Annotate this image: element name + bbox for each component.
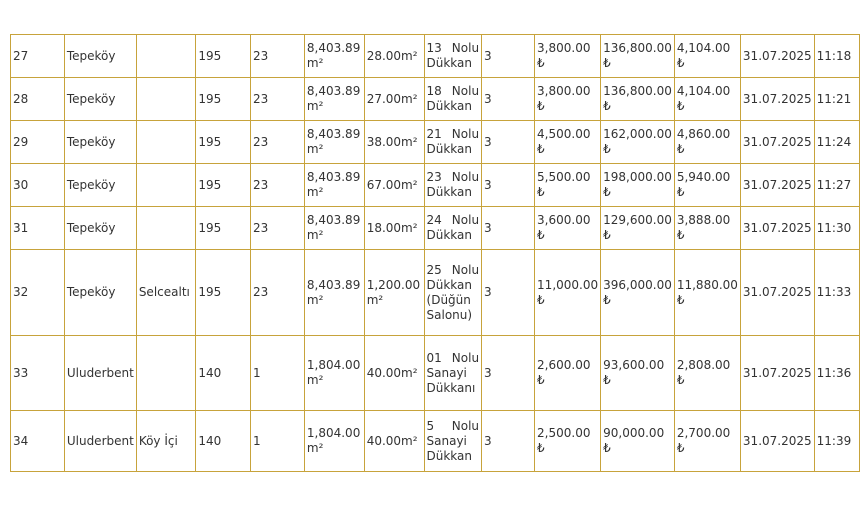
cell-ada: 195 <box>196 78 251 121</box>
cell-mahalle: Uluderbent <box>64 411 136 472</box>
cell-alan: 8,403.89 m² <box>304 250 364 336</box>
cell-saat: 11:36 <box>814 336 859 411</box>
cell-sure: 3 <box>482 411 535 472</box>
cell-mahalle: Tepeköy <box>64 121 136 164</box>
cell-mevki <box>136 336 196 411</box>
table-row <box>11 411 860 472</box>
cell-hisse: 40.00m² <box>364 336 424 411</box>
cell-hisse: 40.00m² <box>364 411 424 472</box>
table-row <box>11 35 860 78</box>
cell-birim: 2,500.00 ₺ <box>535 411 601 472</box>
cell-tarih: 31.07.2025 <box>740 121 814 164</box>
table-row <box>11 207 860 250</box>
cell-no: 27 <box>11 35 65 78</box>
cell-saat: 11:27 <box>814 164 859 207</box>
cell-hisse: 38.00m² <box>364 121 424 164</box>
cell-sure: 3 <box>482 250 535 336</box>
cell-tarih: 31.07.2025 <box>740 78 814 121</box>
cell-toplam: 136,800.00 ₺ <box>601 35 675 78</box>
cell-alan: 1,804.00 m² <box>304 336 364 411</box>
cell-saat: 11:18 <box>814 35 859 78</box>
cell-sure: 3 <box>482 121 535 164</box>
cell-mevki <box>136 121 196 164</box>
cell-parsel: 23 <box>251 164 305 207</box>
cell-hisse: 27.00m² <box>364 78 424 121</box>
cell-nitelik: 18 Nolu Dükkan <box>424 78 482 121</box>
cell-teminat: 2,808.00 ₺ <box>674 336 740 411</box>
cell-ada: 140 <box>196 411 251 472</box>
cell-parsel: 1 <box>251 336 305 411</box>
cell-mevki <box>136 78 196 121</box>
cell-alan: 1,804.00 m² <box>304 411 364 472</box>
cell-nitelik: 5 Nolu Sanayi Dükkan <box>424 411 482 472</box>
cell-saat: 11:30 <box>814 207 859 250</box>
cell-parsel: 23 <box>251 250 305 336</box>
cell-mahalle: Tepeköy <box>64 250 136 336</box>
cell-birim: 4,500.00 ₺ <box>535 121 601 164</box>
cell-sure: 3 <box>482 336 535 411</box>
cell-tarih: 31.07.2025 <box>740 35 814 78</box>
table-row <box>11 336 860 411</box>
cell-mevki: Köy İçi <box>136 411 196 472</box>
cell-birim: 5,500.00 ₺ <box>535 164 601 207</box>
cell-toplam: 90,000.00 ₺ <box>601 411 675 472</box>
table-row <box>11 78 860 121</box>
cell-nitelik: 25 Nolu Dükkan (Düğün Salonu) <box>424 250 482 336</box>
cell-teminat: 5,940.00 ₺ <box>674 164 740 207</box>
cell-parsel: 23 <box>251 35 305 78</box>
cell-birim: 3,600.00 ₺ <box>535 207 601 250</box>
cell-ada: 195 <box>196 207 251 250</box>
cell-ada: 195 <box>196 121 251 164</box>
cell-mevki: Selcealtı <box>136 250 196 336</box>
cell-birim: 11,000.00 ₺ <box>535 250 601 336</box>
cell-sure: 3 <box>482 164 535 207</box>
cell-hisse: 1,200.00 m² <box>364 250 424 336</box>
auction-table <box>10 34 860 472</box>
table-row <box>11 121 860 164</box>
cell-saat: 11:21 <box>814 78 859 121</box>
cell-tarih: 31.07.2025 <box>740 250 814 336</box>
cell-parsel: 23 <box>251 121 305 164</box>
cell-birim: 3,800.00 ₺ <box>535 78 601 121</box>
cell-nitelik: 24 Nolu Dükkan <box>424 207 482 250</box>
cell-toplam: 162,000.00 ₺ <box>601 121 675 164</box>
cell-no: 33 <box>11 336 65 411</box>
cell-nitelik: 01 Nolu Sanayi Dükkanı <box>424 336 482 411</box>
cell-toplam: 136,800.00 ₺ <box>601 78 675 121</box>
cell-teminat: 11,880.00 ₺ <box>674 250 740 336</box>
cell-mahalle: Tepeköy <box>64 164 136 207</box>
cell-parsel: 23 <box>251 207 305 250</box>
cell-nitelik: 23 Nolu Dükkan <box>424 164 482 207</box>
cell-parsel: 1 <box>251 411 305 472</box>
cell-teminat: 4,860.00 ₺ <box>674 121 740 164</box>
cell-teminat: 2,700.00 ₺ <box>674 411 740 472</box>
cell-alan: 8,403.89 m² <box>304 35 364 78</box>
cell-ada: 195 <box>196 250 251 336</box>
cell-alan: 8,403.89 m² <box>304 121 364 164</box>
cell-tarih: 31.07.2025 <box>740 411 814 472</box>
cell-toplam: 396,000.00 ₺ <box>601 250 675 336</box>
cell-saat: 11:39 <box>814 411 859 472</box>
table-row <box>11 250 860 336</box>
cell-saat: 11:33 <box>814 250 859 336</box>
cell-nitelik: 21 Nolu Dükkan <box>424 121 482 164</box>
cell-toplam: 198,000.00 ₺ <box>601 164 675 207</box>
cell-alan: 8,403.89 m² <box>304 207 364 250</box>
cell-hisse: 18.00m² <box>364 207 424 250</box>
cell-no: 29 <box>11 121 65 164</box>
cell-parsel: 23 <box>251 78 305 121</box>
cell-no: 32 <box>11 250 65 336</box>
cell-no: 31 <box>11 207 65 250</box>
cell-saat: 11:24 <box>814 121 859 164</box>
table-row <box>11 164 860 207</box>
cell-birim: 3,800.00 ₺ <box>535 35 601 78</box>
cell-mevki <box>136 35 196 78</box>
cell-ada: 195 <box>196 164 251 207</box>
cell-teminat: 4,104.00 ₺ <box>674 35 740 78</box>
cell-toplam: 129,600.00 ₺ <box>601 207 675 250</box>
cell-sure: 3 <box>482 207 535 250</box>
cell-teminat: 3,888.00 ₺ <box>674 207 740 250</box>
cell-tarih: 31.07.2025 <box>740 164 814 207</box>
cell-alan: 8,403.89 m² <box>304 164 364 207</box>
cell-hisse: 28.00m² <box>364 35 424 78</box>
auction-table-body <box>11 35 860 472</box>
cell-tarih: 31.07.2025 <box>740 336 814 411</box>
cell-teminat: 4,104.00 ₺ <box>674 78 740 121</box>
cell-alan: 8,403.89 m² <box>304 78 364 121</box>
cell-mahalle: Uluderbent <box>64 336 136 411</box>
cell-no: 28 <box>11 78 65 121</box>
cell-ada: 140 <box>196 336 251 411</box>
cell-sure: 3 <box>482 35 535 78</box>
cell-birim: 2,600.00 ₺ <box>535 336 601 411</box>
cell-no: 30 <box>11 164 65 207</box>
cell-mevki <box>136 164 196 207</box>
cell-mevki <box>136 207 196 250</box>
cell-mahalle: Tepeköy <box>64 35 136 78</box>
cell-tarih: 31.07.2025 <box>740 207 814 250</box>
cell-mahalle: Tepeköy <box>64 207 136 250</box>
cell-mahalle: Tepeköy <box>64 78 136 121</box>
cell-no: 34 <box>11 411 65 472</box>
cell-ada: 195 <box>196 35 251 78</box>
cell-toplam: 93,600.00 ₺ <box>601 336 675 411</box>
cell-nitelik: 13 Nolu Dükkan <box>424 35 482 78</box>
cell-hisse: 67.00m² <box>364 164 424 207</box>
cell-sure: 3 <box>482 78 535 121</box>
